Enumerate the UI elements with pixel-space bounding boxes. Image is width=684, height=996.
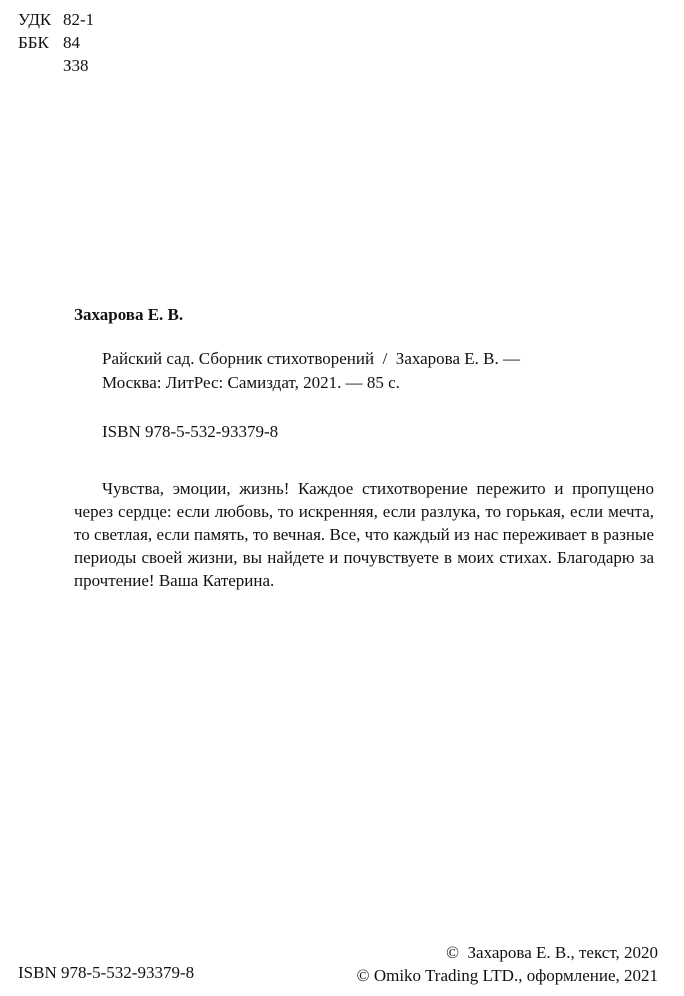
isbn-main: ISBN 978-5-532-93379-8	[102, 422, 279, 441]
udk-row	[18, 8, 94, 31]
isbn-footer: ISBN 978-5-532-93379-8	[18, 963, 195, 982]
bbk-row	[18, 31, 94, 54]
author-heading: Захарова Е. В.	[74, 305, 184, 324]
copyright-block	[357, 941, 658, 987]
author-mark: З38	[63, 56, 89, 75]
bbk-label: ББК	[18, 33, 49, 52]
annotation: Чувства, эмоции, жизнь! Каждое стихотворение пережито и пропущено через сердце: если любовь, то искренняя, если разлука, то горькая, если мечта, то светлая, если память, то вечная. Все, что каждый из нас переживает в разные периоды своей жизни, вы найдете и почувствуете в моих стихах. Благодарю за прочтение! Ваша Катерина.	[74, 479, 654, 590]
bibliographic-line-1: Райский сад. Сборник стихотворений / Захарова Е. В. —	[102, 349, 521, 368]
bibliographic-description	[102, 347, 520, 395]
copyright-design: © Omiko Trading LTD., оформление, 2021	[356, 966, 658, 985]
bbk-value: 84	[63, 33, 80, 52]
bibliographic-line-2: Москва: ЛитРес: Самиздат, 2021. — 85 с.	[102, 373, 400, 392]
udk-value: 82-1	[63, 10, 95, 29]
classification-codes	[18, 8, 94, 77]
copyright-text: © Захарова Е. В., текст, 2020	[446, 943, 658, 962]
udk-label: УДК	[18, 10, 52, 29]
author-mark-row	[18, 54, 94, 77]
